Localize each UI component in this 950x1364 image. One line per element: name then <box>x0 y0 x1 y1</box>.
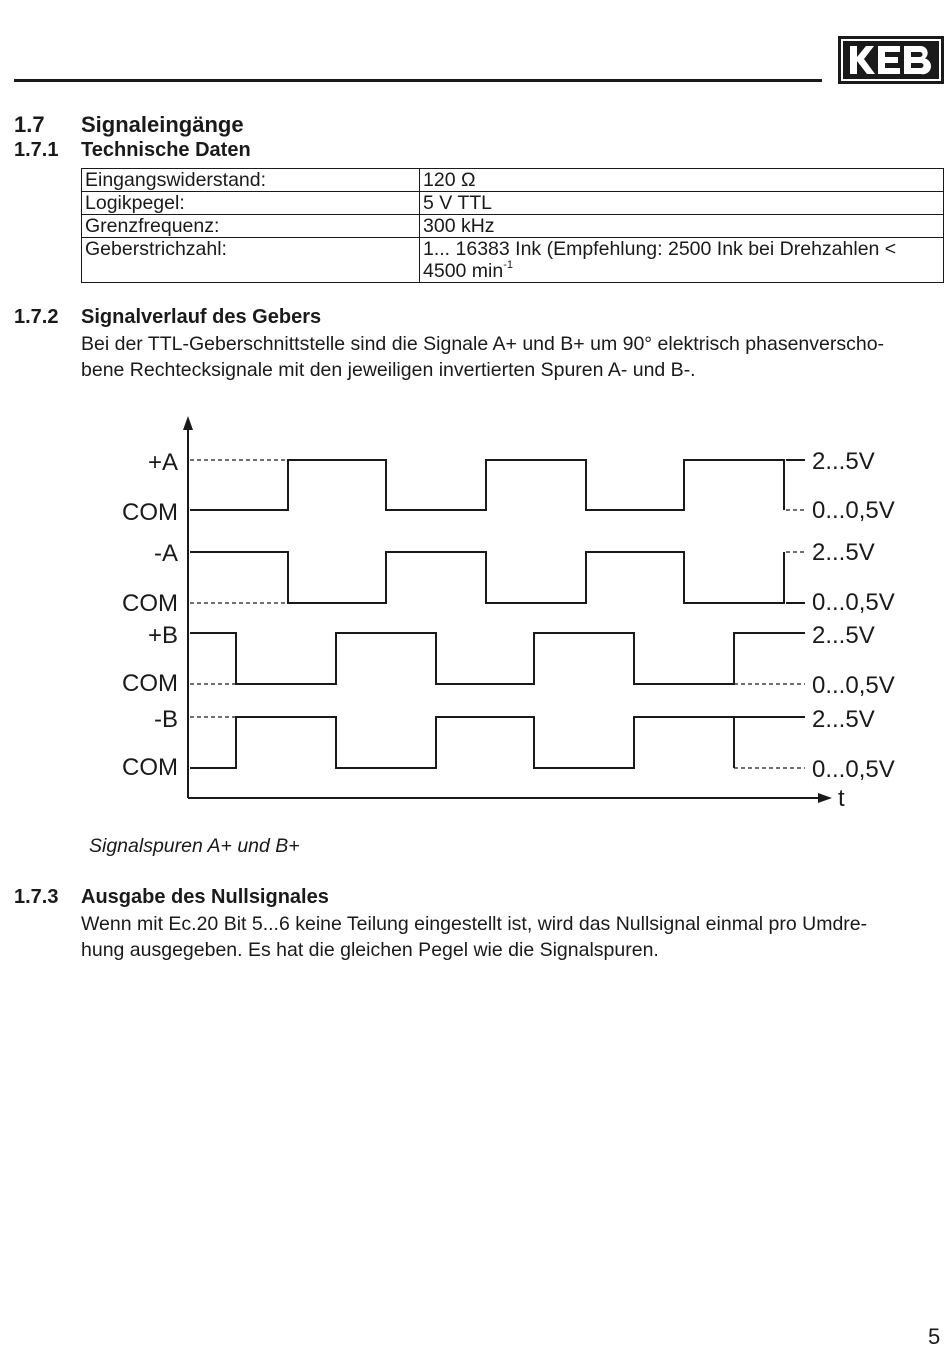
level-label: 2...5V <box>812 448 875 475</box>
level-label: 0...0,5V <box>812 497 895 524</box>
table-cell-value: 120 Ω <box>420 169 944 192</box>
subsection-title: Signalverlauf des Gebers <box>81 306 322 328</box>
value-line-1: 1... 16383 Ink (Empfehlung: 2500 Ink bei Drehzahlen < <box>423 238 897 260</box>
table-cell-value: 5 V TTL <box>420 192 944 215</box>
subsection-title: Ausgabe des Nullsignales <box>81 886 329 908</box>
paragraph-line: hung ausgegeben. Es hat die gleichen Pegel wie die Signalspuren. <box>81 939 659 961</box>
table-row <box>82 215 944 238</box>
page-number: 5 <box>928 1324 941 1349</box>
time-axis-label: t <box>838 785 845 812</box>
table-row <box>82 169 944 192</box>
figure-caption: Signalspuren A+ und B+ <box>89 835 300 857</box>
signal-minus-a-waveform <box>190 552 784 603</box>
reference-lines <box>190 460 805 768</box>
subsection-title: Technische Daten <box>81 139 251 161</box>
signal-label: +A <box>147 449 178 476</box>
signal-label: +B <box>147 622 178 649</box>
level-label: 2...5V <box>812 622 875 649</box>
level-label: 2...5V <box>812 706 875 733</box>
level-label: 0...0,5V <box>812 756 895 783</box>
y-axis-arrow <box>183 416 193 430</box>
section-number: 1.7 <box>14 112 45 137</box>
subsection-number: 1.7.3 <box>14 886 59 908</box>
signal-plus-a-waveform <box>190 460 784 510</box>
time-axis-arrow <box>818 793 832 803</box>
level-label: 2...5V <box>812 539 875 566</box>
signal-plus-b-waveform <box>190 633 805 684</box>
section-title: Signaleingänge <box>81 112 244 137</box>
spec-table <box>81 168 944 283</box>
com-label: COM <box>122 670 178 697</box>
table-cell-value: 300 kHz <box>420 215 944 238</box>
timing-diagram <box>0 410 950 820</box>
signal-label: -A <box>154 540 178 567</box>
table-cell-label: Geberstrichzahl: <box>82 238 420 283</box>
com-label: COM <box>122 590 178 617</box>
value-superscript: -1 <box>503 259 513 271</box>
header-rule <box>14 79 822 82</box>
table-cell-label: Grenzfrequenz: <box>82 215 420 238</box>
level-label: 0...0,5V <box>812 672 895 699</box>
paragraph-line: Bei der TTL-Geberschnittstelle sind die Signale A+ und B+ um 90° elektrisch phasenverscho- <box>81 333 885 355</box>
subsection-number: 1.7.2 <box>14 306 59 328</box>
table-row <box>82 238 944 283</box>
paragraph-line: bene Rechtecksignale mit den jeweiligen invertierten Spuren A- und B-. <box>81 359 696 381</box>
value-line-2: 4500 min <box>423 260 504 282</box>
table-cell-value <box>420 238 944 283</box>
keb-logo <box>838 36 944 84</box>
subsection-number: 1.7.1 <box>14 139 59 161</box>
signal-minus-b-waveform <box>190 717 734 768</box>
table-cell-label: Eingangswiderstand: <box>82 169 420 192</box>
com-label: COM <box>122 754 178 781</box>
signal-label: -B <box>154 706 178 733</box>
table-cell-label: Logikpegel: <box>82 192 420 215</box>
paragraph-line: Wenn mit Ec.20 Bit 5...6 keine Teilung eingestellt ist, wird das Nullsignal einmal pro Umdre- <box>81 913 868 935</box>
table-row <box>82 192 944 215</box>
com-label: COM <box>122 499 178 526</box>
level-label: 0...0,5V <box>812 589 895 616</box>
